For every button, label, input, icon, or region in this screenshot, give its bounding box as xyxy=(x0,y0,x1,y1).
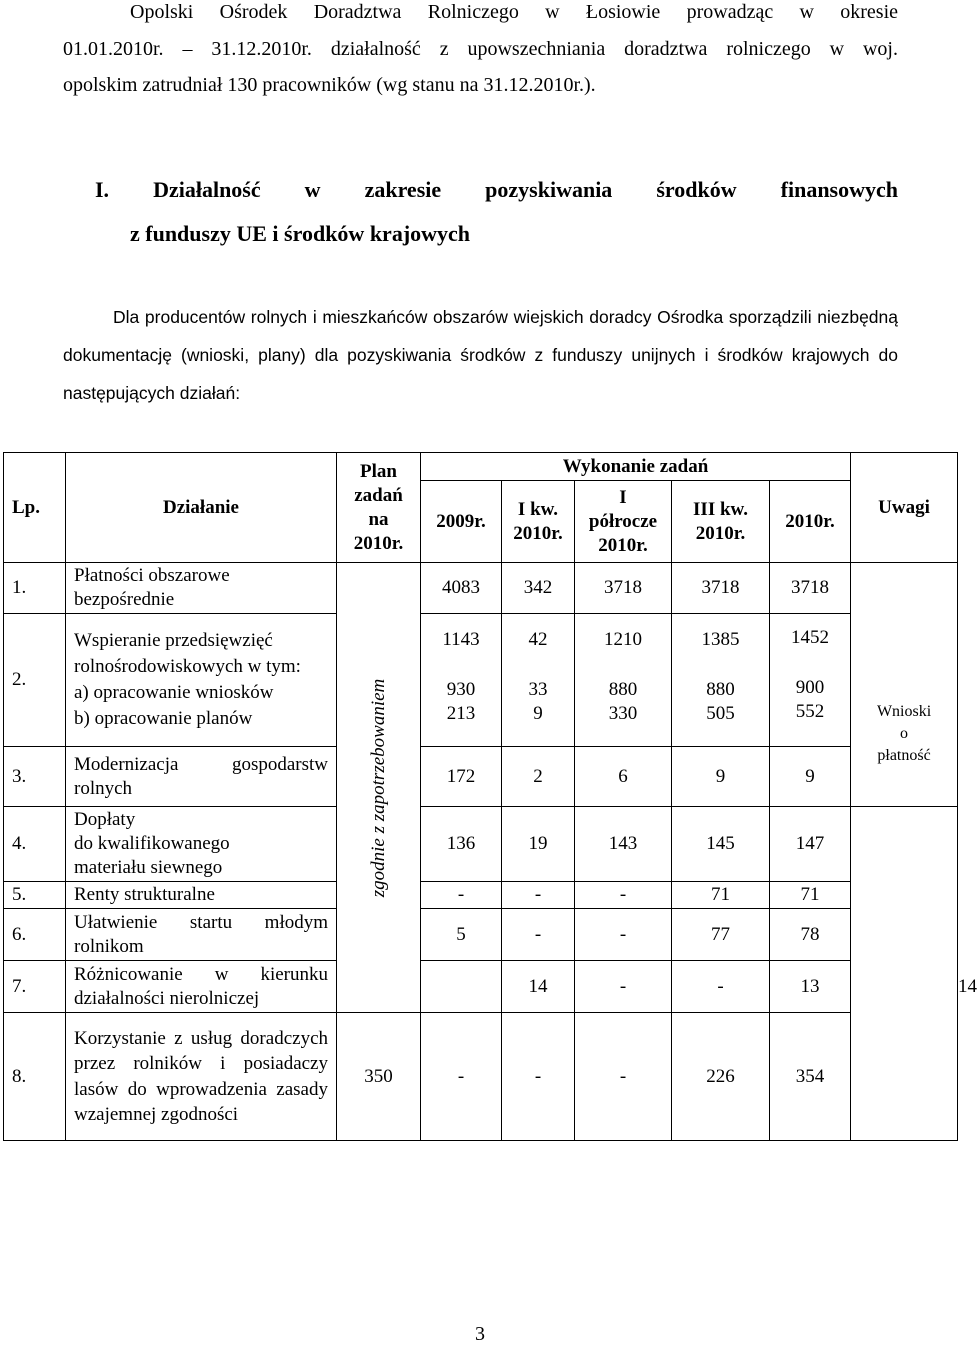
cell-2010: 9 xyxy=(770,747,851,807)
row-action xyxy=(66,1013,337,1141)
cell-h1: - xyxy=(575,909,672,961)
cell-value: 505 xyxy=(706,703,735,724)
remarks-line: płatność xyxy=(877,747,931,764)
cell-value: 42 xyxy=(528,629,548,650)
cell-h1 xyxy=(575,614,672,747)
cell-2010: 3718 xyxy=(770,563,851,614)
cell-q1: - xyxy=(502,882,575,909)
header-q1 xyxy=(502,481,575,563)
cell-2009: 14 xyxy=(502,961,575,1013)
cell-q1: - xyxy=(502,909,575,961)
header-h1 xyxy=(575,481,672,563)
table-row xyxy=(4,1013,958,1141)
remarks-empty xyxy=(851,807,958,1141)
row-action-text: Ułatwienie startu młodym rolnikom xyxy=(74,911,328,957)
row-lp: 3. xyxy=(4,747,66,807)
header-q1-line: I kw. xyxy=(517,498,559,520)
header-plan-line: zadań xyxy=(354,484,403,506)
row-lp: 5. xyxy=(4,882,66,909)
header-plan-line: Plan xyxy=(360,460,397,482)
heading-word: w xyxy=(304,177,321,202)
cell-value: 1452 xyxy=(791,627,830,648)
cell-q1 xyxy=(502,614,575,747)
row-action: Płatności obszarowe bezpośrednie xyxy=(66,563,337,614)
header-q3 xyxy=(672,481,770,563)
row-action-text: Korzystanie z usług doradczych przez rolników i posiadaczy lasów do wprowadzenia zasady wzajemnej zgodności xyxy=(74,1027,328,1125)
cell-value: 930 xyxy=(446,679,476,700)
cell-2010: 354 xyxy=(770,1013,851,1141)
cell-2009: 5 xyxy=(421,909,502,961)
heading-number: I. xyxy=(95,177,110,202)
row-action-text: Różnicowanie w kierunku działalności nierolniczej xyxy=(74,963,328,1009)
header-execution: Wykonanie zadań xyxy=(421,453,851,481)
table-row xyxy=(4,747,958,807)
cell-2010: 147 xyxy=(770,807,851,882)
plan-note: zgodnie z zapotrzebowaniem xyxy=(367,678,389,897)
cell-h1: - xyxy=(575,1013,672,1141)
row-action xyxy=(66,807,337,882)
intro-line-1: Opolski Ośrodek Doradztwa Rolniczego w Łosiowie prowadząc w okresie xyxy=(130,1,898,23)
cell-q1: - xyxy=(502,1013,575,1141)
remarks-line: Wnioski xyxy=(876,703,932,720)
table-row xyxy=(4,807,958,882)
header-remarks: Uwagi xyxy=(851,453,958,563)
cell-q1: 342 xyxy=(502,563,575,614)
activities-table xyxy=(3,452,977,1141)
row-action xyxy=(66,909,337,961)
table-row: 7. Różnicowanie w kierunku działalności nierolniczej 14 - - 13 14 xyxy=(4,961,958,1013)
cell-2009: - xyxy=(421,1013,502,1141)
row-action-line: Dopłaty xyxy=(74,809,136,830)
cell-q3 xyxy=(672,614,770,747)
heading-word: pozyskiwania xyxy=(485,177,613,202)
cell-q3: 9 xyxy=(672,747,770,807)
heading-word: zakresie xyxy=(364,177,442,202)
row-lp: 2. xyxy=(4,614,66,747)
section-heading xyxy=(95,168,898,256)
intro-line-2: 01.01.2010r. – 31.12.2010r. działalność z upowszechniania doradztwa rolniczego w woj. xyxy=(63,37,898,60)
row-action-line: materiału siewnego xyxy=(74,857,223,878)
cell-2009: 136 xyxy=(421,807,502,882)
header-plan-line: na xyxy=(368,508,389,530)
cell-q3: 3718 xyxy=(672,563,770,614)
row-action-main: Wspieranie przedsięwzięć rolnośrodowiskowych w tym: xyxy=(74,630,301,677)
row-action-line: do kwalifikowanego xyxy=(74,833,230,854)
header-plan-line: 2010r. xyxy=(353,532,404,554)
body-paragraph-text: Dla producentów rolnych i mieszkańców obszarów wiejskich doradcy Ośrodka sporządzili niezbędną dokumentację (wnioski, plany) dla pozyskiwania środków z funduszy unijnych i środków krajowych do następujących działań: xyxy=(63,307,898,403)
cell-plan: 350 xyxy=(337,1013,421,1141)
cell-2009 xyxy=(421,614,502,747)
row-lp: 8. xyxy=(4,1013,66,1141)
plan-note-cell xyxy=(337,563,421,1013)
header-q3-line: III kw. xyxy=(693,498,748,520)
cell-value: 900 xyxy=(795,677,825,698)
header-h1-line: I xyxy=(619,486,627,508)
heading-word: finansowych xyxy=(780,177,898,202)
remarks-line: o xyxy=(900,725,909,742)
cell-q1: 2 xyxy=(502,747,575,807)
page-number: 3 xyxy=(475,1323,485,1345)
table-row xyxy=(4,882,958,909)
plan-empty xyxy=(421,961,502,1013)
heading-line-2: z funduszy UE i środków krajowych xyxy=(130,221,471,246)
cell-2009: 4083 xyxy=(421,563,502,614)
header-h1-line: 2010r. xyxy=(598,534,648,556)
intro-line-3: opolskim zatrudniał 130 pracowników (wg stanu na 31.12.2010r.). xyxy=(63,74,596,96)
cell-q3: 226 xyxy=(672,1013,770,1141)
row-action: Renty strukturalne xyxy=(66,882,337,909)
cell-value: 330 xyxy=(608,703,638,724)
table-header-row xyxy=(4,453,958,481)
cell-value: 552 xyxy=(795,701,825,722)
cell-q3: 77 xyxy=(672,909,770,961)
cell-h1: - xyxy=(672,961,770,1013)
body-paragraph xyxy=(63,298,898,412)
heading-word: środków xyxy=(656,177,737,202)
table-row xyxy=(4,614,958,747)
cell-2010: 71 xyxy=(770,882,851,909)
row-action xyxy=(66,614,337,747)
cell-value: 880 xyxy=(706,679,735,700)
row-action xyxy=(66,961,337,1013)
cell-value: 1385 xyxy=(701,629,740,650)
header-2009: 2009r. xyxy=(421,481,502,563)
cell-h1: 6 xyxy=(575,747,672,807)
cell-value: 1210 xyxy=(604,629,642,650)
cell-h1: - xyxy=(575,882,672,909)
row-lp: 7. xyxy=(4,961,66,1013)
row-action xyxy=(66,747,337,807)
header-action: Działanie xyxy=(66,453,337,563)
cell-h1: 3718 xyxy=(575,563,672,614)
header-lp: Lp. xyxy=(4,453,66,563)
cell-q1: 19 xyxy=(502,807,575,882)
cell-value: 1143 xyxy=(442,629,480,650)
row-action-text: Modernizacja gospodarstw rolnych xyxy=(74,753,328,799)
cell-2009: 172 xyxy=(421,747,502,807)
row-action-sub: a) opracowanie wniosków xyxy=(74,682,274,703)
cell-h1: 143 xyxy=(575,807,672,882)
cell-q1: - xyxy=(575,961,672,1013)
cell-q3: 145 xyxy=(672,807,770,882)
row-action-sub: b) opracowanie planów xyxy=(74,708,253,729)
cell-2009: - xyxy=(421,882,502,909)
row-lp: 1. xyxy=(4,563,66,614)
row-lp: 6. xyxy=(4,909,66,961)
cell-q3: 71 xyxy=(672,882,770,909)
cell-value: 33 xyxy=(528,679,548,700)
cell-value: 213 xyxy=(446,703,476,724)
header-2010: 2010r. xyxy=(770,481,851,563)
header-h1-line: półrocze xyxy=(588,510,658,532)
header-q3-line: 2010r. xyxy=(695,522,746,544)
intro-paragraph xyxy=(63,0,898,104)
header-plan xyxy=(337,453,421,563)
cell-2010: 78 xyxy=(770,909,851,961)
cell-2010 xyxy=(770,614,851,747)
table-row xyxy=(4,563,958,614)
header-q1-line: 2010r. xyxy=(513,522,563,544)
cell-q3: 13 xyxy=(770,961,851,1013)
table-row xyxy=(4,909,958,961)
heading-word: Działalność xyxy=(153,177,261,202)
remarks-cell xyxy=(851,563,958,807)
row-lp: 4. xyxy=(4,807,66,882)
cell-value: 9 xyxy=(533,703,543,724)
cell-value: 880 xyxy=(608,679,638,700)
